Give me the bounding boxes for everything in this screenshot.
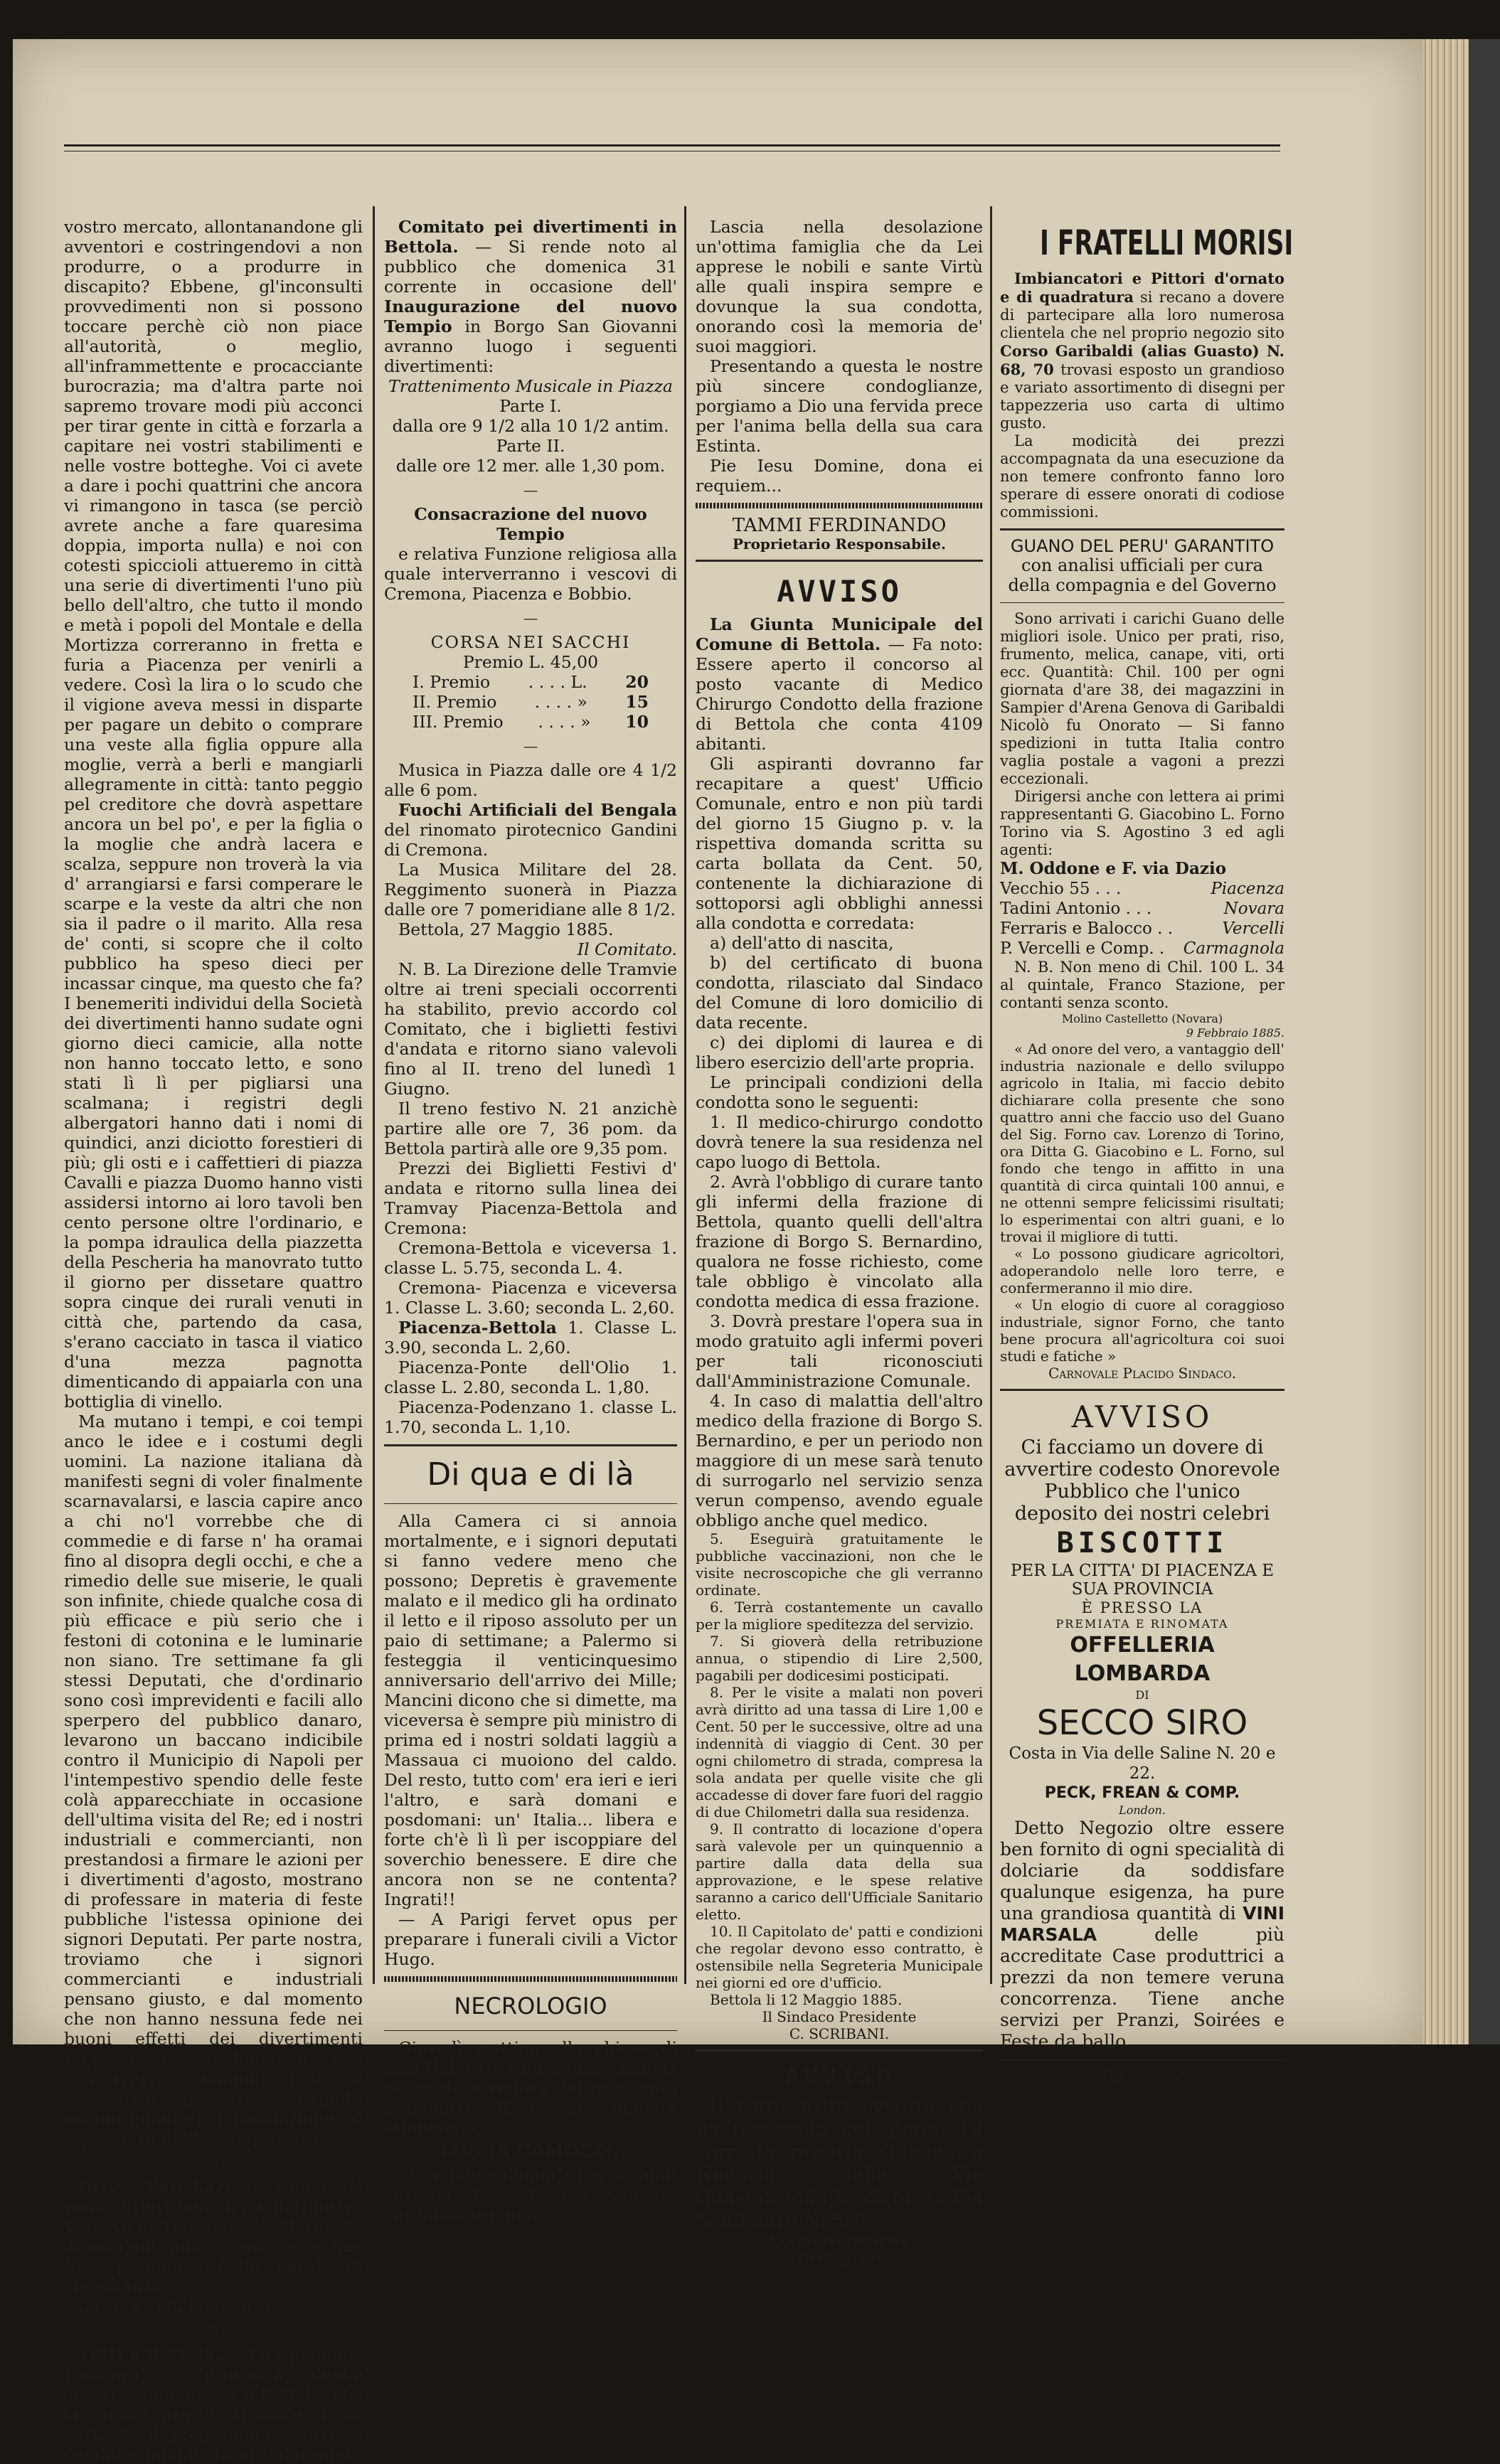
lazzaro-text: venne nel pom. di ieri benedetta dal nostro Vescovo un'Immagine di Maria SS. dipinta sul muro di una casa. Sua Ecc. pronunciò belle parole di circostanza. — [64, 2177, 363, 2296]
biscotti-heading: BISCOTTI — [1056, 1527, 1228, 1559]
per-la-citta: PER LA CITTA' DI PIACENZA E SUA PROVINCIA — [1010, 1562, 1275, 1599]
divider — [384, 2030, 677, 2031]
london: London. — [1119, 1803, 1166, 1817]
quote-text: « Ad onore del vero, a vantaggio dell' industria nazionale e dello sviluppo agricolo in Italia, mi faccio debito dichiarare colla presente che sono quattro anni che faccio uso del Guano del Sig. Forno cav. Lorenzo di Torino, ora Ditta G. Giacobino e L. Forno, sul fondo che tengo in affitto in una quantità di circa quintali 100 annui, e ne ottenni sempre felicissimi risultati; lo esperimentai con altri guani, e lo trovai il migliore di tutti. — [1000, 1040, 1284, 1245]
diqua-heading: Di qua e di là — [427, 1456, 634, 1493]
comitato-text-2: in Borgo San Giovanni avranno luogo i seguenti divertimenti: — [384, 316, 677, 376]
musica-piazza: Musica in Piazza dalle ore 4 1/2 alle 6 pom. — [384, 760, 677, 800]
agent-name: Tadini Antonio . . . — [1000, 900, 1152, 918]
lascia-text: Lascia nella desolazione un'ottima famiglia che da Lei apprese le nobili e sante Virtù alle quali inspira sempre e dovunque la sua condotta, onorando così la memoria de' suoi maggiori. — [696, 217, 983, 356]
column-2 — [384, 217, 677, 2224]
divider — [1000, 528, 1284, 530]
agent-row — [1000, 879, 1284, 899]
condizione: 10. Il Capitolato de' patti e condizioni che regolar devono esso contratto, è ostensibile nella Segreteria Municipale nei giorni ed ore d'ufficio. — [696, 1923, 983, 1991]
presentando-text: Presentando a questa le nostre più sincere condoglianze, porgiamo a Dio una fervida prece per l'anima bella della sua cara Estinta. — [696, 356, 983, 456]
condizione: 8. Per le visite a malati non poveri avrà diritto ad una tassa di Lire 1,00 e Cent. 50 per le successive, oltre ad una indennità di viaggio di Cent. 30 per ogni chilometro di strada, compresa la sola andata per quelle visite che gli accadesse di dover fare fuori del raggio di due Chilometri dalla sua residenza. — [696, 1684, 983, 1820]
agent-row — [1000, 899, 1284, 919]
premiata: PREMIATA E RINOMATA — [1055, 1617, 1229, 1631]
list-item: a) dell'atto di nascita, — [710, 933, 894, 953]
parte-1-time: dalla ore 9 1/2 alla 10 1/2 antim. — [392, 416, 669, 436]
dash: — — [523, 609, 538, 626]
scribani: C. SCRIBANI. — [789, 2025, 890, 2042]
offelleria: OFFELLERIA LOMBARDA — [1070, 1633, 1215, 1686]
agent-name: Vecchio 55 . . . — [1000, 880, 1122, 898]
corsa-premio: Premio L. 45,00 — [462, 652, 599, 672]
agent-city: Novara — [1223, 900, 1284, 918]
tammi: TAMMI FERDINANDO — [732, 515, 947, 536]
column-divider — [373, 206, 375, 1984]
ci-facciamo: Ci facciamo un dovere di avvertire codesto Onorevole Pubblico che l'unico deposito dei nostri celebri — [1004, 1436, 1280, 1525]
ornament-icon: ⊖ — [207, 2154, 220, 2171]
divider — [696, 560, 983, 562]
tutti-text: — Lo ripetiamo, Piacenza e provincia debbe accorrere numerosa a Bettola, chè la circostanza lo richiede. Ecco pertanto il programma — avviso dei divertimenti che vi si daranno. — [64, 2345, 363, 2464]
agent-row — [1000, 939, 1284, 959]
prezzo-ponte: Piacenza-Ponte dell'Olio 1. classe L. 2.80, seconda L. 1,80. — [384, 1358, 677, 1397]
carnovale: Carnovale Placido Sindaco. — [1048, 1365, 1237, 1382]
agents-list — [1000, 859, 1284, 959]
parte-1: Parte I. — [499, 396, 562, 416]
dash: — — [523, 737, 538, 754]
prize-row — [413, 672, 649, 692]
dash: — — [523, 481, 538, 498]
divider — [384, 1444, 677, 1446]
pb-text: 1. Classe L. 3.90, seconda L. 2,60. — [384, 1318, 677, 1358]
consacrazione-text: e relativa Funzione religiosa alla quale interverranno i vescovi di Cremona, Piacenza e Bobbio. — [384, 544, 677, 604]
condizione: 3. Dovrà prestare l'opera sua in modo gratuito agli infermi poveri per tali riconosciuti dall'Amministrazione Comunale. — [696, 1311, 983, 1391]
imbianc-text: si recano a dovere di partecipare alla loro numerosa clientela che nel proprio negozio sito — [1000, 289, 1284, 341]
agent-city: Vercelli — [1222, 919, 1284, 938]
fuochi-heading: Fuochi Artificiali del Bengala — [398, 800, 677, 820]
column-3 — [696, 217, 983, 2266]
trattenimento: Trattenimento Musicale in Piazza — [388, 376, 673, 396]
prize-label: II. Premio — [413, 692, 497, 712]
divider — [1000, 2059, 1284, 2060]
giunta-heading: La Giunta Municipale del Comune di Bettola. — [696, 614, 983, 654]
prize-value: 15 — [625, 692, 649, 712]
agent-name: Ferraris e Balocco . . — [1000, 919, 1174, 938]
condizione: 7. Si gioverà della retribuzione annua, o stipendio di Lire 2,500, pagabili per dodicesimi posticipati. — [696, 1633, 983, 1684]
sindaco: Il Sindaco Presidente — [762, 2008, 917, 2025]
book-binding — [1422, 39, 1500, 2044]
treno-festivo: Il treno festivo N. 21 anzichè partire alle ore 7, 36 pom. da Bettola partirà alle ore 9,35 pom. — [384, 1099, 677, 1158]
prize-dots: . . . . L. — [528, 672, 587, 692]
vini-marsala: VINI MARSALA — [1000, 1903, 1284, 1945]
comitato-date: Bettola, 27 Maggio 1885. — [398, 919, 614, 939]
prezzo-row: Cremona-Bettola e viceversa 1. classe L. 5.75, seconda L. 4. — [384, 1238, 677, 1278]
pb-heading: Piacenza-Bettola — [398, 1318, 557, 1338]
divider — [696, 503, 983, 508]
divider — [696, 2049, 983, 2052]
prize-value: 10 — [625, 712, 649, 732]
peck-frean: PECK, FREAN & COMP. — [1044, 1784, 1240, 1802]
prize-label: I. Premio — [413, 672, 491, 692]
dirigersi-text: Dirigersi anche con lettera ai primi rappresentanti G. Giacobino L. Forno Torino via S. Agostino 3 ed agli agenti: — [1000, 788, 1284, 858]
lazzaro-text-2: La sera vi fu luminaria. — [78, 2296, 276, 2316]
e-presso: È PRESSO LA — [1081, 1599, 1203, 1616]
guano-text: Sono arrivati i carichi Guano delle migliori isole. Unico per prati, riso, frumento, melica, canape, viti, orti ecc. Quantità: Chil. 100 per ogni giornata d'are 38, dei magazzini in Sampier d'Arena Genova di Garibaldi Nicolò fu Onorato — Si fanno spedizioni in tutta Italia contro vaglia postale a vagoni a prezzi eccezionali. — [1000, 610, 1284, 787]
divider — [384, 1503, 677, 1504]
lazzaro-heading: In via San Lazzaro — [78, 2177, 265, 2197]
column-divider — [684, 206, 686, 1984]
di: DI — [1135, 1688, 1149, 1702]
sottoscritto-text: Il sottoscritto avverte che ha traslocata col giorno 19 corr. la propria Officina e Negozio dalla Via Guastafredda N. 28 bis in Via San Pietro N. 5, 7. — [696, 2096, 983, 2231]
guano-heading: GUANO DEL PERU' GARANTITO — [1010, 536, 1275, 556]
imbianc-heading: Imbiancatori e Pittori d'ornato e di quadratura — [1000, 270, 1284, 306]
prize-row — [413, 712, 649, 732]
bettola-date: Bettola li 12 Maggio 1885. — [710, 1991, 903, 2008]
quote-text-2: « Lo possono giudicare agricoltori, adoperandolo nelle loro terre, e confermeranno il mio dire. — [1000, 1245, 1284, 1296]
prize-row — [413, 692, 649, 712]
nb-guano: N. B. Non meno di Chil. 100 L. 34 al quintale, Franco Stazione, per contanti senza sconto. — [1000, 959, 1284, 1011]
agent-name: M. Oddone e F. via Dazio — [1000, 859, 1227, 878]
tip-sociale: Tip. Sociale — [1100, 2067, 1185, 2084]
luigia-name: LUIGIA CAMOZZI. — [441, 2140, 620, 2162]
morisi-heading: I FRATELLI MORISI — [1040, 223, 1294, 263]
list-item: b) del certificato di buona condotta, rilasciato dal Sindaco del Comune di loro domicilio di data recente. — [696, 953, 983, 1033]
costa: Costa in Via delle Saline N. 20 e 22. — [1009, 1744, 1276, 1783]
agent-row — [1000, 859, 1284, 879]
luigia-text: Fu sempre donna di specchiati costumi, timorata del Signore, caritatevole e pia. — [384, 2165, 677, 2224]
prezzi: Prezzi dei Biglietti Festivi d' andata e ritorno sulla linea dei Tramvay Piacenza-Bettola and Cremona: — [384, 1158, 677, 1238]
avviso-heading-3: AVVISO — [1071, 1399, 1213, 1434]
article-paragraph: Ma mutano i tempi, e coi tempi anco le idee e i costumi degli uomini. La nazione italiana dà manifesti segni di voler finalmente scarnavalarsi, e lascia capire anco a chi no'l vorrebbe che di commedie e di farse n' ha oramai fino al disopra degli occhi, e che a rimedio delle sue miserie, le quali son infinite, chiede qualche cosa di più efficace e più serio che i festoni di cotonina e le luminarie non siano. Tre settimane fa gli stessi Deputati, che d'ordinario sono così imprevidenti e facili allo sperpero del pubblico danaro, levarono un baccano indicibile contro il Municipio di Napoli per l'intempestivo spendio delle feste colà apparecchiate in occasione dell'ultima visita del Re; ed i nostri industriali e commercianti, non prestandosi a firmare le azioni per i divertimenti d'agosto, mostrano di professare in materia di feste pubbliche l'istessa opinione dei signori Deputati. Per parte nostra, troviamo che i signori commercianti e industriali pensano giusto, e dal momento che non hanno nessuna fede nei buoni effetti dei divertimenti proposti, fanno bene a non concorrervi, evitando così di sanzionare per solo rispetto umano quanto per convinzione ed esperienza debbono riprovare. — [64, 1412, 363, 2148]
guano-sub: con analisi ufficiali per cura della compagnia e del Governo — [1008, 555, 1277, 595]
agent-city: Carmagnola — [1183, 939, 1284, 958]
binding-edge — [1469, 39, 1500, 2044]
giunta-text: — Fa noto: Essere aperto il concorso al posto vacante di Medico Chirurgo Condotto della frazione di Bettola che conta 4109 abitanti. — [696, 634, 983, 754]
list-item: c) dei diplomi di laurea e di libero esercizio dell'arte propria. — [696, 1033, 983, 1072]
condizione: 2. Avrà l'obbligo di curare tanto gli infermi della frazione di Bettola, quanto quelli dell'altra frazione di Borgo S. Bernardino, qualora ne fosse richiesto, come tale obbligo è vincolato alla condotta medica di essa frazione. — [696, 1172, 983, 1311]
quote-text-3: « Un elogio di cuore al coraggioso industriale, signor Forno, che tanto bene procura all'agricoltura coi suoi studi e fatiche » — [1000, 1296, 1284, 1365]
molino: Molino Castelletto (Novara) — [1061, 1012, 1223, 1025]
feb-date: 9 Febbraio 1885. — [1186, 1026, 1284, 1040]
fuochi-text: del rinomato pirotecnico Gandini di Cremona. — [384, 820, 677, 860]
condizione: 4. In caso di malattia dell'altro medico della frazione di Borgo S. Bernardino, e per un periodo non maggiore di un mese sarà tenuto di surrogarlo nel servizio senza verun compenso, avendo eguale obbligo anche quel medico. — [696, 1391, 983, 1530]
top-rule — [64, 144, 1280, 146]
condizione: 5. Eseguirà gratuitamente le pubbliche vaccinazioni, non che le visite necroscopiche che gli verranno ordinate. — [696, 1530, 983, 1599]
prize-table — [384, 672, 677, 732]
article-continuation: vostro mercato, allontanandone gli avventori e costringendovi a non produrre, o a produrre in discapito? Ebbene, gl'inconsulti provvedimenti non si possono toccare perchè ciò non piace all'autorità, o meglio, all'inframmettente e procacciante burocrazia; ma d'altra parte noi sapremo trovare modi più acconci per tirar gente in città e forzarla a capitare nei vostri stabilimenti e nelle vostre botteghe. Voi ci avete a dare i pochi quattrini che ancora vi rimangono in tasca (se perciò avrete anche a fare quaresima doppia, importa nulla) e noi con cotesti spiccioli attueremo in città una serie di divertimenti l'uno più bello dell'altro, che tutto il mondo e metà i popoli del Montale e della Mortizza correranno in fretta e furia a Piacenza per venirli a vedere. Così la lira o lo scudo che il vigione aveva messi in disparte per pagare un debito o comprare una veste alla figlia oppure alla moglie, verrà a berli e mangiarli allegramente in città: tanto peggio pel creditore che dovrà aspettare ancora un bel po', e per la figlia o la moglie che andrà lacera e scalza, seppure non troverà la via d' arrangiarsi e farsi comperare le scarpe e la veste da altri che non sia il padre o il marito. Alla resa de' conti, si scopre che il colto pubblico ha speso dieci per incassar cinque, ma questo che fa? I benemeriti individui della Società dei divertimenti hanno sudate ogni giorno dieci camicie, alla notte non hanno toccato letto, e sono stati lì lì per pigliarsi una scalmana; i registri degli albergatori hanno dati i nomi di quindici, anzi diciotto forestieri di più; gli osti e i caffettieri di piazza Cavalli e piazza Duomo hanno visti assidersi intorno ai loro tavoli ben cento persone oltre l'ordinario, e la pompa idraulica della piazzetta della Pescheria ha manovrato tutto il giorno per dissetare quattro sopra cinque dei rurali venuti in città che, partendo da casa, s'erano cacciato in tasca il viatico d'una mezza pagnotta dimenticando di appaiarla con una bottiglia di vinello. — [64, 217, 363, 1412]
secco-siro: SECCO SIRO — [1036, 1703, 1248, 1743]
agent-city: Piacenza — [1211, 880, 1284, 898]
newspaper-page — [13, 39, 1422, 2464]
prize-dots: . . . . » — [534, 692, 587, 712]
condizioni-text: Le principali condizioni della condotta sono le seguenti: — [696, 1072, 983, 1112]
condizione: 1. Il medico-chirurgo condotto dovrà tenere la sua residenza nel capo luogo di Bettola. — [696, 1112, 983, 1172]
prize-dots: . . . . » — [538, 712, 591, 732]
pie-text: Pie Iesu Domine, dona ei requiem... — [696, 456, 983, 496]
comitato-bold: Inaugurazione del nuovo Tempio — [384, 297, 677, 336]
agent-row — [1000, 919, 1284, 939]
comitato-heading: Comitato pei divertimenti in Bettola. — [384, 217, 677, 257]
divider — [1000, 602, 1284, 603]
column-divider — [990, 206, 992, 1984]
avviso-heading-2: AVVISO — [784, 2062, 895, 2091]
ornament-icon: ⊖ — [207, 2322, 220, 2339]
agent-name: P. Vercelli e Comp. . — [1000, 939, 1165, 958]
divider — [1000, 1389, 1284, 1391]
condizione: 6. Terrà costantemente un cavallo per la migliore speditezza del servizio. — [696, 1599, 983, 1633]
avviso-heading: AVVISO — [777, 574, 902, 609]
prezzo-podenzano: Piacenza-Podenzano 1. classe L. 1.70, seconda L. 1,10. — [384, 1397, 677, 1437]
parigi-text: — A Parigi fervet opus per preparare i funerali civili a Victor Hugo. — [384, 1909, 677, 1969]
tutti-heading: Tutti a Bettola. — [78, 2345, 221, 2364]
column-4 — [1000, 217, 1294, 2084]
parte-2-time: dalle ore 12 mer. alle 1,30 pom. — [395, 456, 666, 476]
modicita-text: La modicità dei prezzi accompagnata da una esecuzione da non temere confronto fanno loro sperare di essere onorati di codiose commissioni. — [1000, 432, 1284, 521]
nb-tramvie: N. B. La Direzione delle Tramvie oltre ai treni speciali occorrenti ha stabilito, previo accordo col Comitato, che i biglietti festivi d'andata e ritorno siano valevoli fino al II. treno del lunedì 1 Giugno. — [384, 959, 677, 1099]
comitato-sign: Il Comitato. — [577, 939, 677, 959]
imbianc-text-2: trovasi esposto un grandioso e variato assortimento di disegni per tappezzeria uso carta di ultimo gusto. — [1000, 361, 1284, 432]
condizione: 9. Il contratto di locazione d'opera sarà valevole per un quinquennio a partire dalla data della sua approvazione, e le spese relative saranno a carico dell'Ufficiale Sanitario eletto. — [696, 1820, 983, 1923]
detto-text: Detto Negozio oltre essere ben fornito di ogni specialità di dolciarie da soddisfare qualunque esigenza, ha pure una grandiosa quantità di — [1000, 1818, 1284, 1924]
necrologio-text: Giovedì mattina alla chiesa di sant'Uldarico veniva associata la salma della vedova del compianto Domenico Riva, la Signora ottantenne, — [384, 2038, 677, 2138]
prize-label: III. Premio — [413, 712, 504, 732]
comitato-text: — Si rende noto al pubblico che domenica 31 corrente in occasione dell' — [384, 237, 677, 297]
consacrazione-heading: Consacrazione del nuovo Tempio — [414, 504, 647, 544]
parte-2: Parte II. — [496, 436, 565, 456]
corso-bold: Corso Garibaldi (alias Guasto) N. 68, 70 — [1000, 342, 1284, 378]
orologiaio: Orologiaio — [797, 2249, 881, 2266]
proprietario: Proprietario Responsabile. — [733, 535, 946, 553]
prezzo-row: Cremona- Piacenza e viceversa 1. Classe L. 3.60; seconda L. 2,60. — [384, 1278, 677, 1318]
landreani: Landreani Giuseppe — [769, 2232, 910, 2249]
prize-value: 20 — [625, 672, 649, 692]
aspiranti-text: Gli aspiranti dovranno far recapitare a quest' Ufficio Comunale, entro e non più tardi del giorno 15 Giugno p. v. la rispettiva domanda scritta su carta bollata da Cent. 50, contenente la dichiarazione di sottoporsi agli obblighi annessi alla condotta e corredata: — [696, 754, 983, 933]
column-1 — [64, 217, 363, 2464]
musica-militare: La Musica Militare del 28. Reggimento suonerà in Piazza dalle ore 7 pomeridiane alle 8 1/2. — [384, 860, 677, 919]
corsa-heading: CORSA NEI SACCHI — [430, 632, 631, 652]
diqua-text: Alla Camera ci si annoia mortalmente, e i signori deputati si fanno vedere meno che possono; Depretis è gravemente malato e il medico gli ha ordinato il letto e il riposo assoluto per un paio di settimane; a Palermo si festeggia il venticinquesimo anniversario dell'arrivo dei Mille; Mancini dicono che si dimette, ma viceversa è sempre più ministro di prima ed i nostri soldati laggiù a Massaua ci muoiono del caldo. Del resto, tutto com' era ieri e ieri l'altro, e sarà domani e posdomani: un' Italia... libera e forte ch'è lì lì per iscoppiare del soverchio benessere. E dire che ancora non se ne contenta? Ingrati!! — [384, 1511, 677, 1909]
divider — [384, 1976, 677, 1982]
necrologio-heading: NECROLOGIO — [454, 1993, 607, 2020]
detto-text-2: delle più accreditate Case produttrici a prezzi da non temere veruna concorrenza. Tiene anche servizi per Pranzi, Soirées e Feste da ballo. — [1000, 1924, 1284, 2052]
